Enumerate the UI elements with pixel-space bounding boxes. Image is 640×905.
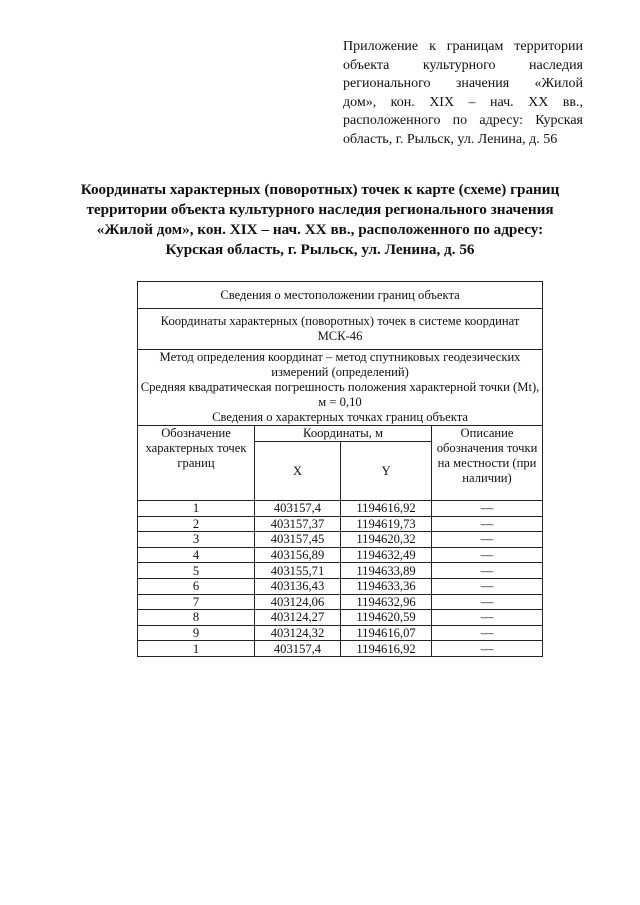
header-coordinates: Координаты, м (255, 426, 432, 442)
appendix-line: дом», кон. XIX – нач. XX вв., (343, 94, 583, 110)
header-designation: Обозначение характерных точек границ (138, 426, 255, 501)
coord-y: 1194632,49 (341, 547, 432, 563)
header-description: Описание обозначения точки на местности (при наличии) (432, 426, 543, 501)
title-line: Координаты характерных (поворотных) точек к карте (схеме) границ (80, 181, 560, 198)
point-number: 2 (138, 516, 255, 532)
coord-x: 403136,43 (255, 578, 341, 594)
point-number: 4 (138, 547, 255, 563)
coord-y: 1194616,07 (341, 625, 432, 641)
point-number: 8 (138, 610, 255, 626)
point-description: — (432, 516, 543, 532)
error-text: Средняя квадратическая погрешность положения характерной точки (Mt), м = 0,10 (140, 380, 540, 409)
section-coordinate-system: Координаты характерных (поворотных) точек в системе координат МСК-46 (138, 309, 543, 350)
coord-x: 403124,27 (255, 610, 341, 626)
title-line: территории объекта культурного наследия регионального значения (86, 201, 554, 218)
title-line: «Жилой дом», кон. XIX – нач. XX вв., расположенного по адресу: (96, 221, 544, 238)
coord-x: 403157,45 (255, 532, 341, 548)
coord-y: 1194633,89 (341, 563, 432, 579)
appendix-line: Приложение к границам территории (343, 39, 583, 54)
section-location-row (138, 282, 543, 309)
section-method-row (138, 350, 543, 426)
document-title (60, 180, 580, 260)
coord-y: 1194616,92 (341, 501, 432, 517)
header-y: Y (341, 442, 432, 501)
coord-x: 403157,4 (255, 641, 341, 657)
section-system-row (138, 309, 543, 350)
point-number: 1 (138, 641, 255, 657)
point-description: — (432, 641, 543, 657)
point-number: 6 (138, 578, 255, 594)
point-number: 5 (138, 563, 255, 579)
coord-x: 403124,06 (255, 594, 341, 610)
table-row (138, 641, 543, 657)
section-method (138, 350, 543, 426)
appendix-note (343, 38, 583, 150)
coord-x: 403156,89 (255, 547, 341, 563)
table-row (138, 578, 543, 594)
point-description: — (432, 547, 543, 563)
coord-x: 403124,32 (255, 625, 341, 641)
coord-y: 1194616,92 (341, 641, 432, 657)
appendix-line: регионального значения «Жилой (343, 76, 583, 92)
point-number: 3 (138, 532, 255, 548)
table-row (138, 532, 543, 548)
coord-y: 1194633,36 (341, 578, 432, 594)
table-row (138, 563, 543, 579)
point-number: 9 (138, 625, 255, 641)
table-row (138, 625, 543, 641)
header-x: X (255, 442, 341, 501)
coord-y: 1194620,32 (341, 532, 432, 548)
table-row (138, 516, 543, 532)
coord-x: 403155,71 (255, 563, 341, 579)
appendix-line: область, г. Рыльск, ул. Ленина, д. 56 (343, 131, 558, 147)
point-number: 1 (138, 501, 255, 517)
table-row (138, 594, 543, 610)
appendix-line: объекта культурного наследия (343, 57, 583, 73)
point-description: — (432, 625, 543, 641)
table-row (138, 501, 543, 517)
point-description: — (432, 532, 543, 548)
point-description: — (432, 501, 543, 517)
table-row (138, 610, 543, 626)
appendix-line: расположенного по адресу: Курская (343, 113, 583, 129)
title-line: Курская область, г. Рыльск, ул. Ленина, д. 56 (165, 241, 475, 258)
coord-x: 403157,4 (255, 501, 341, 517)
method-text: Метод определения координат – метод спутниковых геодезических измерений (определений) (159, 350, 521, 379)
header-row-1 (138, 426, 543, 442)
coord-y: 1194632,96 (341, 594, 432, 610)
coordinates-table (137, 281, 543, 657)
point-description: — (432, 610, 543, 626)
table-row (138, 547, 543, 563)
coord-x: 403157,37 (255, 516, 341, 532)
section-location: Сведения о местоположении границ объекта (138, 282, 543, 309)
point-description: — (432, 563, 543, 579)
points-info-text: Сведения о характерных точках границ объекта (212, 410, 468, 424)
point-number: 7 (138, 594, 255, 610)
coord-y: 1194620,59 (341, 610, 432, 626)
coord-y: 1194619,73 (341, 516, 432, 532)
point-description: — (432, 578, 543, 594)
point-description: — (432, 594, 543, 610)
